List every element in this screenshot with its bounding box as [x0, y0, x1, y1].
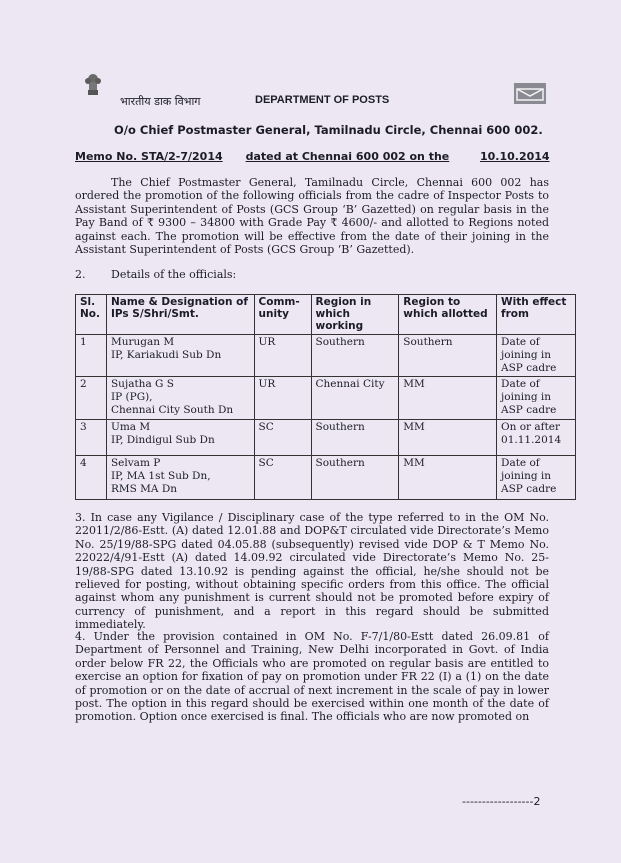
cell-region-working: Southern — [311, 456, 399, 500]
official-designation: IP, MA 1st Sub Dn, — [110, 470, 211, 482]
cell-community: SC — [254, 456, 311, 500]
hindi-department-name: भारतीय डाक विभाग — [120, 95, 201, 108]
cell-with-effect-from: On or after 01.11.2014 — [497, 420, 576, 456]
official-name: Uma M — [110, 421, 151, 433]
header-region-working: Region in which working — [311, 295, 399, 335]
table-row — [76, 420, 576, 456]
cell-sl: 1 — [76, 335, 107, 377]
cell-name-designation — [106, 335, 254, 377]
official-name: Selvam P — [110, 457, 161, 469]
cell-region-working: Southern — [311, 335, 399, 377]
header-with-effect-from: With effect from — [497, 295, 576, 335]
cell-region-allotted: MM — [399, 377, 497, 420]
paragraph-2 — [75, 268, 549, 281]
office-title: O/o Chief Postmaster General, Tamilnadu Circle, Chennai 600 002. — [114, 123, 543, 137]
header-name-designation: Name & Designation of IPs S/Shri/Smt. — [106, 295, 254, 335]
memo-dated-at: dated at Chennai 600 002 on the — [245, 150, 450, 163]
cell-region-allotted: MM — [399, 456, 497, 500]
official-division: RMS MA Dn — [110, 483, 178, 495]
header-community: Comm-unity — [254, 295, 311, 335]
cell-with-effect-from: Date of joining in ASP cadre — [497, 456, 576, 500]
cell-region-working: Chennai City — [311, 377, 399, 420]
official-division: Chennai City South Dn — [110, 404, 234, 416]
official-name: Sujatha G S — [110, 378, 174, 390]
memo-line — [75, 150, 550, 163]
table-row — [76, 377, 576, 420]
cell-community: SC — [254, 420, 311, 456]
cell-with-effect-from: Date of joining in ASP cadre — [497, 335, 576, 377]
paragraph-2-text: Details of the officials: — [111, 268, 237, 281]
memo-number: Memo No. STA/2-7/2014 — [75, 150, 223, 163]
cell-name-designation — [106, 420, 254, 456]
official-designation: IP, Dindigul Sub Dn — [110, 434, 215, 446]
cell-sl: 2 — [76, 377, 107, 420]
table-row — [76, 456, 576, 500]
department-title: DEPARTMENT OF POSTS — [255, 94, 390, 106]
cell-sl: 4 — [76, 456, 107, 500]
paragraph-1: The Chief Postmaster General, Tamilnadu Circle, Chennai 600 002 has ordered the promotion of the following officials from the cadre of Inspector Posts to Assistant Superintendent of Posts (GCS Group ‘B’ Gazetted) on regular basis in the Pay Band of ₹ 9300 – 34800 with Grade Pay ₹ 4600/- and allotted to Regions noted against each. The promotion will be effective from the date of their joining in the Assistant Superintendent of Posts (GCS Group ‘B’ Gazetted). — [75, 176, 549, 257]
cell-region-allotted: MM — [399, 420, 497, 456]
cell-community: UR — [254, 377, 311, 420]
paragraph-3: 3. In case any Vigilance / Disciplinary case of the type referred to in the OM No. 22011/2/86-Estt. (A) dated 12.01.88 and DOP&T circulated vide Directorate’s Memo No. 25/19/88-SPG dated 04.05.88 (subsequently) revised vide DOP & T Memo No. 22022/4/91-Estt (A) dated 14.09.92 circulated vide Directorate’s Memo No. 25-19/88-SPG dated 13.10.92 is pending against the official, he/she should not be relieved for posting, without obtaining specific orders from this office. The official against whom any punishment is current should not be promoted before expiry of currency of punishment, and a report in this regard should be submitted immediately. — [75, 511, 549, 632]
header-sl-no: Sl. No. — [76, 295, 107, 335]
paragraph-4: 4. Under the provision contained in OM No. F-7/1/80-Estt dated 26.09.81 of Department of Personnel and Training, New Delhi incorporated in Govt. of India order below FR 22, the Officials who are promoted on regular basis are entitled to exercise an option for fixation of pay on promotion under FR 22 (I) a (1) on the date of promotion or on the date of accrual of next increment in the scale of pay in lower post. The option in this regard should be exercised within one month of the date of promotion. Option once exercised is final. The officials who are now promoted on — [75, 630, 549, 724]
official-designation: IP (PG), — [110, 391, 153, 403]
cell-region-working: Southern — [311, 420, 399, 456]
cell-region-allotted: Southern — [399, 335, 497, 377]
official-designation: IP, Kariakudi Sub Dn — [110, 349, 222, 361]
header-region-allotted: Region to which allotted — [399, 295, 497, 335]
memo-date: 10.10.2014 — [480, 150, 550, 163]
official-name: Murugan M — [110, 336, 175, 348]
table-header-row — [76, 295, 576, 335]
cell-name-designation — [106, 456, 254, 500]
national-emblem-icon — [84, 70, 102, 98]
cell-sl: 3 — [76, 420, 107, 456]
paragraph-2-number: 2. — [75, 268, 86, 281]
officials-table — [75, 294, 576, 500]
page-continuation: ------------------2 — [462, 795, 541, 808]
cell-with-effect-from: Date of joining in ASP cadre — [497, 377, 576, 420]
cell-community: UR — [254, 335, 311, 377]
cell-name-designation — [106, 377, 254, 420]
table-row — [76, 335, 576, 377]
india-post-logo-icon — [514, 83, 546, 104]
